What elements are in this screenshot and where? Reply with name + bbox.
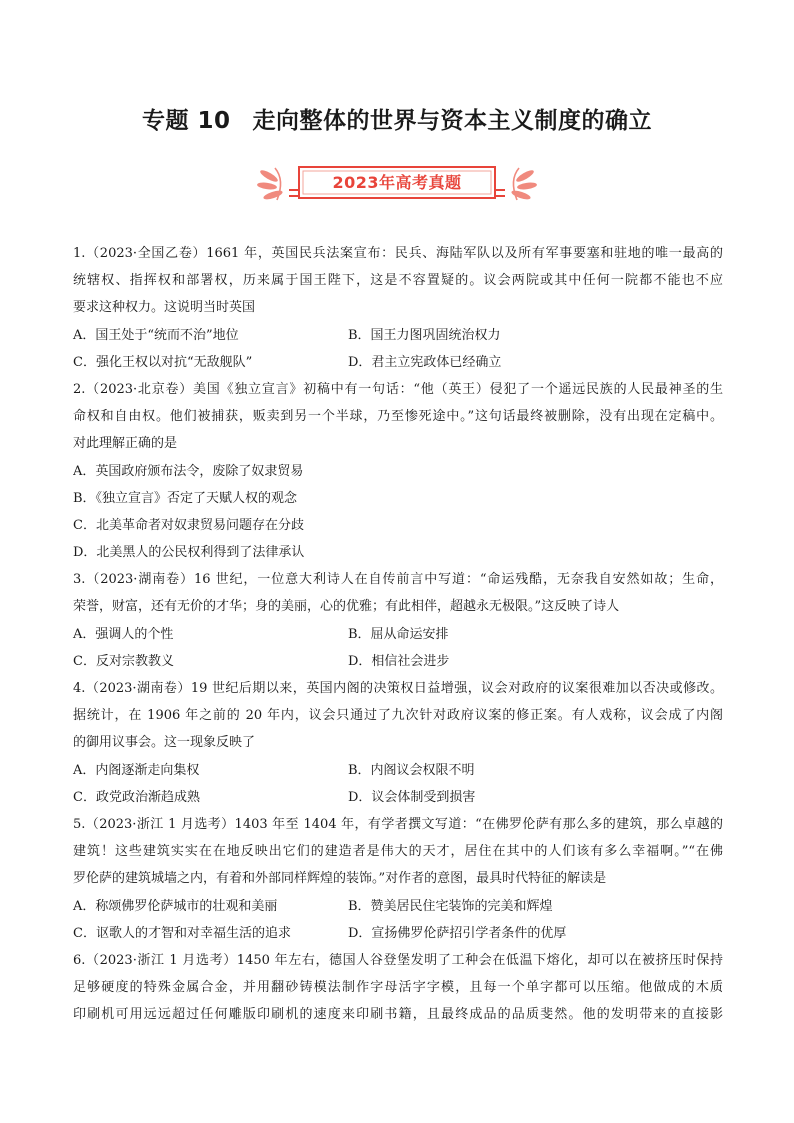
question-stem-line: 5.（2023·浙江 1 月选考）1403 年至 1404 年，有学者撰文写道：“在佛罗伦萨有那么多的建筑，那么卓越的 xyxy=(73,816,723,832)
option-d: D．宣扬佛罗伦萨招引学者条件的优厚 xyxy=(348,925,567,941)
question-1 xyxy=(73,240,723,376)
question-stem-line: 的御用议事会。这一现象反映了 xyxy=(73,735,256,751)
page-title xyxy=(0,102,794,135)
option-a: A．称颂佛罗伦萨城市的壮观和美丽 xyxy=(73,898,278,914)
option-c: C．反对宗教教义 xyxy=(73,653,174,669)
option-b: B．内阁议会权限不明 xyxy=(348,762,475,778)
question-4 xyxy=(73,675,723,811)
option-d: D．君主立宪政体已经确立 xyxy=(348,354,502,370)
option-d: D．北美黑人的公民权利得到了法律承认 xyxy=(73,545,305,561)
option-row xyxy=(73,648,723,675)
question-stem-line: 6.（2023·浙江 1 月选考）1450 年左右，德国人谷登堡发明了工种会在低温下熔化，却可以在被挤压时保持 xyxy=(73,952,723,968)
option-b: B．屈从命运安排 xyxy=(348,626,449,642)
option-d: D．相信社会进步 xyxy=(348,653,450,669)
banner-label: 2023年高考真题 xyxy=(332,173,462,192)
question-2 xyxy=(73,376,723,566)
question-stem-line: 4.（2023·湖南卷）19 世纪后期以来，英国内阁的决策权日益增强，议会对政府的议案很难加以否决或修改。 xyxy=(73,681,723,696)
question-stem-line: 荣誉，财富，还有无价的才华；身的美丽，心的优雅；有此相伴，超越永无极限。”这反映了诗人 xyxy=(73,599,620,615)
topic-number: 专题 10 xyxy=(141,108,231,134)
question-stem-line: 1.（2023·全国乙卷）1661 年，英国民兵法案宣布：民兵、海陆军队以及所有军事要塞和驻地的唯一最高的 xyxy=(73,246,723,261)
section-banner xyxy=(255,160,539,208)
option-row xyxy=(73,322,723,349)
question-list xyxy=(73,240,723,1028)
question-3 xyxy=(73,566,723,675)
question-stem-line: 足够硬度的特殊金属合金，并用翻砂铸模法制作字母活字字模，且每一个单字都可以压缩。他做成的木质 xyxy=(73,980,723,996)
option-a: A．内阁逐渐走向集权 xyxy=(73,762,200,778)
topic-title: 走向整体的世界与资本主义制度的确立 xyxy=(252,108,652,134)
option-row xyxy=(73,784,723,811)
option-row xyxy=(73,893,723,920)
question-stem-line: 3.（2023·湖南卷）16 世纪，一位意大利诗人在自传前言中写道：“命运残酷，无奈我自安然如故；生命， xyxy=(73,572,723,588)
question-stem-line: 2.（2023·北京卷）美国《独立宣言》初稿中有一句话：“他（英王）侵犯了一个遥远民族的人民最神圣的生 xyxy=(73,381,723,397)
question-stem-line: 建筑！这些建筑实实在在地反映出它们的建造者是伟大的天才，居住在其中的人们该有多么幸福啊。”“在佛 xyxy=(73,844,723,860)
option-b: B．《独立宣言》否定了天赋人权的观念 xyxy=(73,490,298,506)
question-stem-line: 对此理解正确的是 xyxy=(73,436,178,452)
option-c: C．北美革命者对奴隶贸易问题存在分歧 xyxy=(73,517,304,533)
option-row xyxy=(73,920,723,947)
question-stem-line: 印刷机可用远远超过任何雕版印刷机的速度来印刷书籍，且最终成品的品质斐然。他的发明带来的直接影 xyxy=(73,1007,723,1023)
question-stem-line: 要求这种权力。这说明当时英国 xyxy=(73,300,256,316)
question-stem-line: 罗伦萨的建筑城墙之内，有着和外部同样辉煌的装饰。”对作者的意图，最具时代特征的解读是 xyxy=(73,871,607,887)
question-6 xyxy=(73,947,723,1029)
option-row xyxy=(73,757,723,784)
option-b: B．国王力图巩固统治权力 xyxy=(348,327,501,343)
option-c: C．强化王权以对抗“无敌舰队” xyxy=(73,354,253,370)
option-d: D．议会体制受到损害 xyxy=(348,789,476,805)
option-c: C．政党政治渐趋成熟 xyxy=(73,789,200,805)
question-stem-line: 统辖权、指挥权和部署权，历来属于国王陛下，这是不容置疑的。议会两院或其中任何一院都不能也不应 xyxy=(73,273,723,289)
option-c: C．讴歌人的才智和对幸福生活的追求 xyxy=(73,925,291,941)
option-row xyxy=(73,349,723,376)
question-stem-line: 据统计，在 1906 年之前的 20 年内，议会只通过了九次针对政府议案的修正案。有人戏称，议会成了内阁 xyxy=(73,708,723,724)
option-a: A．国王处于“统而不治”地位 xyxy=(73,327,239,343)
option-b: B．赞美居民住宅装饰的完美和辉煌 xyxy=(348,898,553,914)
option-row xyxy=(73,621,723,648)
option-a: A．强调人的个性 xyxy=(73,626,174,642)
question-stem-line: 命权和自由权。他们被捕获，贩卖到另一个半球，乃至惨死途中。”这句话最终被删除，没有出现在定稿中。 xyxy=(73,409,723,425)
question-5 xyxy=(73,811,723,947)
option-a: A．英国政府颁布法令，废除了奴隶贸易 xyxy=(73,463,304,479)
